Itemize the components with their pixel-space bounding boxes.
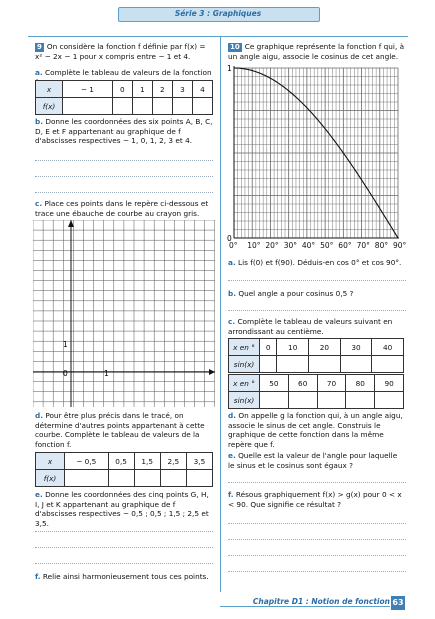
- ex10-table-1: x en ° 0 10 20 30 40 sin(x): [228, 338, 404, 373]
- table-cell: 30: [340, 339, 372, 356]
- answer-cell[interactable]: [172, 98, 192, 115]
- ex9-table-2: x − 0,5 0,5 1,5 2,5 3,5 f(x): [35, 452, 213, 487]
- table-cell: 4: [192, 81, 212, 98]
- table-cell: 20: [309, 339, 341, 356]
- x-tick-label: 70°: [356, 241, 370, 250]
- table-cell: 0,5: [108, 453, 134, 470]
- table-cell: 10: [277, 339, 309, 356]
- answer-cell[interactable]: [186, 470, 212, 487]
- answer-cell[interactable]: [317, 392, 346, 409]
- answer-cell[interactable]: [112, 98, 132, 115]
- origin-label: 0: [63, 369, 68, 378]
- ex9-b: b. Donne les coordonnées des six points A, B, C, D, E et F appartenant au graphique de f d'abscisses respectives − 1, 0, 1, 2, 3 et 4.: [35, 117, 213, 146]
- ex9-a: a. Complète le tableau de valeurs de la fonction: [35, 68, 212, 77]
- x-tick-label: 90°: [393, 241, 406, 250]
- x-axis-arrow: [209, 369, 215, 375]
- ex10-number: 10: [230, 43, 240, 51]
- answer-line[interactable]: [228, 571, 406, 572]
- x-tick-label: 0°: [229, 241, 238, 250]
- ex9-e: e. Donne les coordonnées des cinq points G, H, I, J et K appartenant au graphique de f d'abscisses respectives − 0,5 ; 0,5 ; 1,5 ; 2,5 et 3,5.: [35, 490, 209, 528]
- table-cell: 1: [132, 81, 152, 98]
- table-cell: 1,5: [134, 453, 160, 470]
- answer-cell[interactable]: [309, 356, 341, 373]
- answer-cell[interactable]: [108, 470, 134, 487]
- table-cell: 40: [372, 339, 404, 356]
- table-cell: 90: [375, 375, 404, 392]
- column-divider: [220, 36, 221, 592]
- answer-cell[interactable]: [134, 470, 160, 487]
- table-cell: 80: [346, 375, 375, 392]
- answer-line[interactable]: [228, 523, 406, 524]
- answer-cell[interactable]: [375, 392, 404, 409]
- answer-line[interactable]: [228, 482, 406, 483]
- top-rule: [28, 36, 408, 37]
- answer-line[interactable]: [228, 539, 406, 540]
- answer-cell[interactable]: [260, 392, 289, 409]
- table-cell: − 0,5: [65, 453, 109, 470]
- answer-line[interactable]: [228, 310, 406, 311]
- x-tick-label: 50°: [320, 241, 334, 250]
- answer-cell[interactable]: [132, 98, 152, 115]
- x-tick-label: 80°: [374, 241, 389, 250]
- ex9-table-1: x − 1 0 1 2 3 4 f(x): [35, 80, 213, 115]
- table-cell: 3,5: [186, 453, 212, 470]
- ex10-c: c. Complète le tableau de valeurs suivant en arrondissant au centième.: [228, 317, 393, 336]
- table-cell: 50: [260, 375, 289, 392]
- answer-line[interactable]: [228, 280, 406, 281]
- table-cell: 60: [288, 375, 317, 392]
- answer-cell[interactable]: [65, 470, 109, 487]
- answer-line[interactable]: [35, 160, 213, 161]
- ex10-d: d. On appelle g la fonction qui, à un angle aigu, associe le sinus de cet angle. Construis le graphique de cette fonction dans la même repère que f.: [228, 411, 403, 449]
- answer-cell[interactable]: [152, 98, 172, 115]
- answer-cell[interactable]: [288, 392, 317, 409]
- table-cell: 2: [152, 81, 172, 98]
- x-tick-label: 30°: [283, 241, 297, 250]
- answer-cell[interactable]: [63, 98, 113, 115]
- table-cell: 3: [172, 81, 192, 98]
- ex9-number: 9: [37, 43, 42, 51]
- answer-cell[interactable]: [277, 356, 309, 373]
- ex10-a: a. Lis f(0) et f(90). Déduis-en cos 0° et cos 90°.: [228, 258, 402, 267]
- ex10-e: e. Quelle est la valeur de l'angle pour laquelle le sinus et le cosinus sont égaux ?: [228, 451, 398, 470]
- ex9-intro: 9 On considère la fonction f définie par f(x) = x² − 2x − 1 pour x compris entre − 1 et 4.: [35, 42, 206, 61]
- table-cell: − 1: [63, 81, 113, 98]
- x-tick-label: 60°: [338, 241, 352, 250]
- cosine-chart: [226, 62, 406, 252]
- answer-line[interactable]: [35, 563, 213, 564]
- ex10-table-2: x en ° 50 60 70 80 90 sin(x): [228, 374, 404, 409]
- ex9-grid[interactable]: [33, 220, 215, 407]
- y-tick-zero: 0: [227, 234, 232, 243]
- table-cell: 2,5: [160, 453, 186, 470]
- answer-cell[interactable]: [340, 356, 372, 373]
- table-cell: 70: [317, 375, 346, 392]
- y-tick-one: 1: [63, 340, 68, 349]
- page-number: 63: [391, 596, 405, 610]
- answer-line[interactable]: [35, 531, 213, 532]
- answer-line[interactable]: [35, 547, 213, 548]
- x-tick-one: 1: [104, 369, 109, 378]
- table-cell: 0: [260, 339, 277, 356]
- ex9-c: c. Place ces points dans le repère ci-dessous et trace une ébauche de courbe au crayon gris.: [35, 199, 209, 218]
- y-axis-arrow: [68, 220, 74, 227]
- answer-cell[interactable]: [372, 356, 404, 373]
- chapter-title: Chapitre D1 : Notion de fonction: [252, 597, 390, 606]
- answer-cell[interactable]: [192, 98, 212, 115]
- x-tick-label: 20°: [265, 241, 279, 250]
- ex9-f: f. Relie ainsi harmonieusement tous ces points.: [35, 572, 209, 581]
- ex10-intro: 10 Ce graphique représente la fonction f qui, à un angle aigu, associe le cosinus de cet angle.: [228, 42, 405, 61]
- answer-line[interactable]: [228, 555, 406, 556]
- ex9-d: d. Pour être plus précis dans le tracé, on détermine d'autres points appartenant à cette courbe. Complète le tableau de valeurs de la fonction f.: [35, 411, 205, 449]
- y-tick-one: 1: [227, 64, 232, 73]
- x-tick-label: 40°: [301, 241, 316, 250]
- answer-cell[interactable]: [346, 392, 375, 409]
- ex10-b: b. Quel angle a pour cosinus 0,5 ?: [228, 289, 354, 298]
- table-cell: 0: [112, 81, 132, 98]
- header-title: Série 3 : Graphiques: [174, 9, 262, 18]
- ex10-f: f. Résous graphiquement f(x) > g(x) pour 0 < x < 90. Que signifie ce résultat ?: [228, 490, 402, 509]
- page-header: [0, 0, 435, 22]
- answer-line[interactable]: [35, 176, 213, 177]
- answer-line[interactable]: [35, 192, 213, 193]
- x-tick-label: 10°: [247, 241, 261, 250]
- footer-rule: [220, 606, 390, 607]
- answer-cell[interactable]: [260, 356, 277, 373]
- answer-cell[interactable]: [160, 470, 186, 487]
